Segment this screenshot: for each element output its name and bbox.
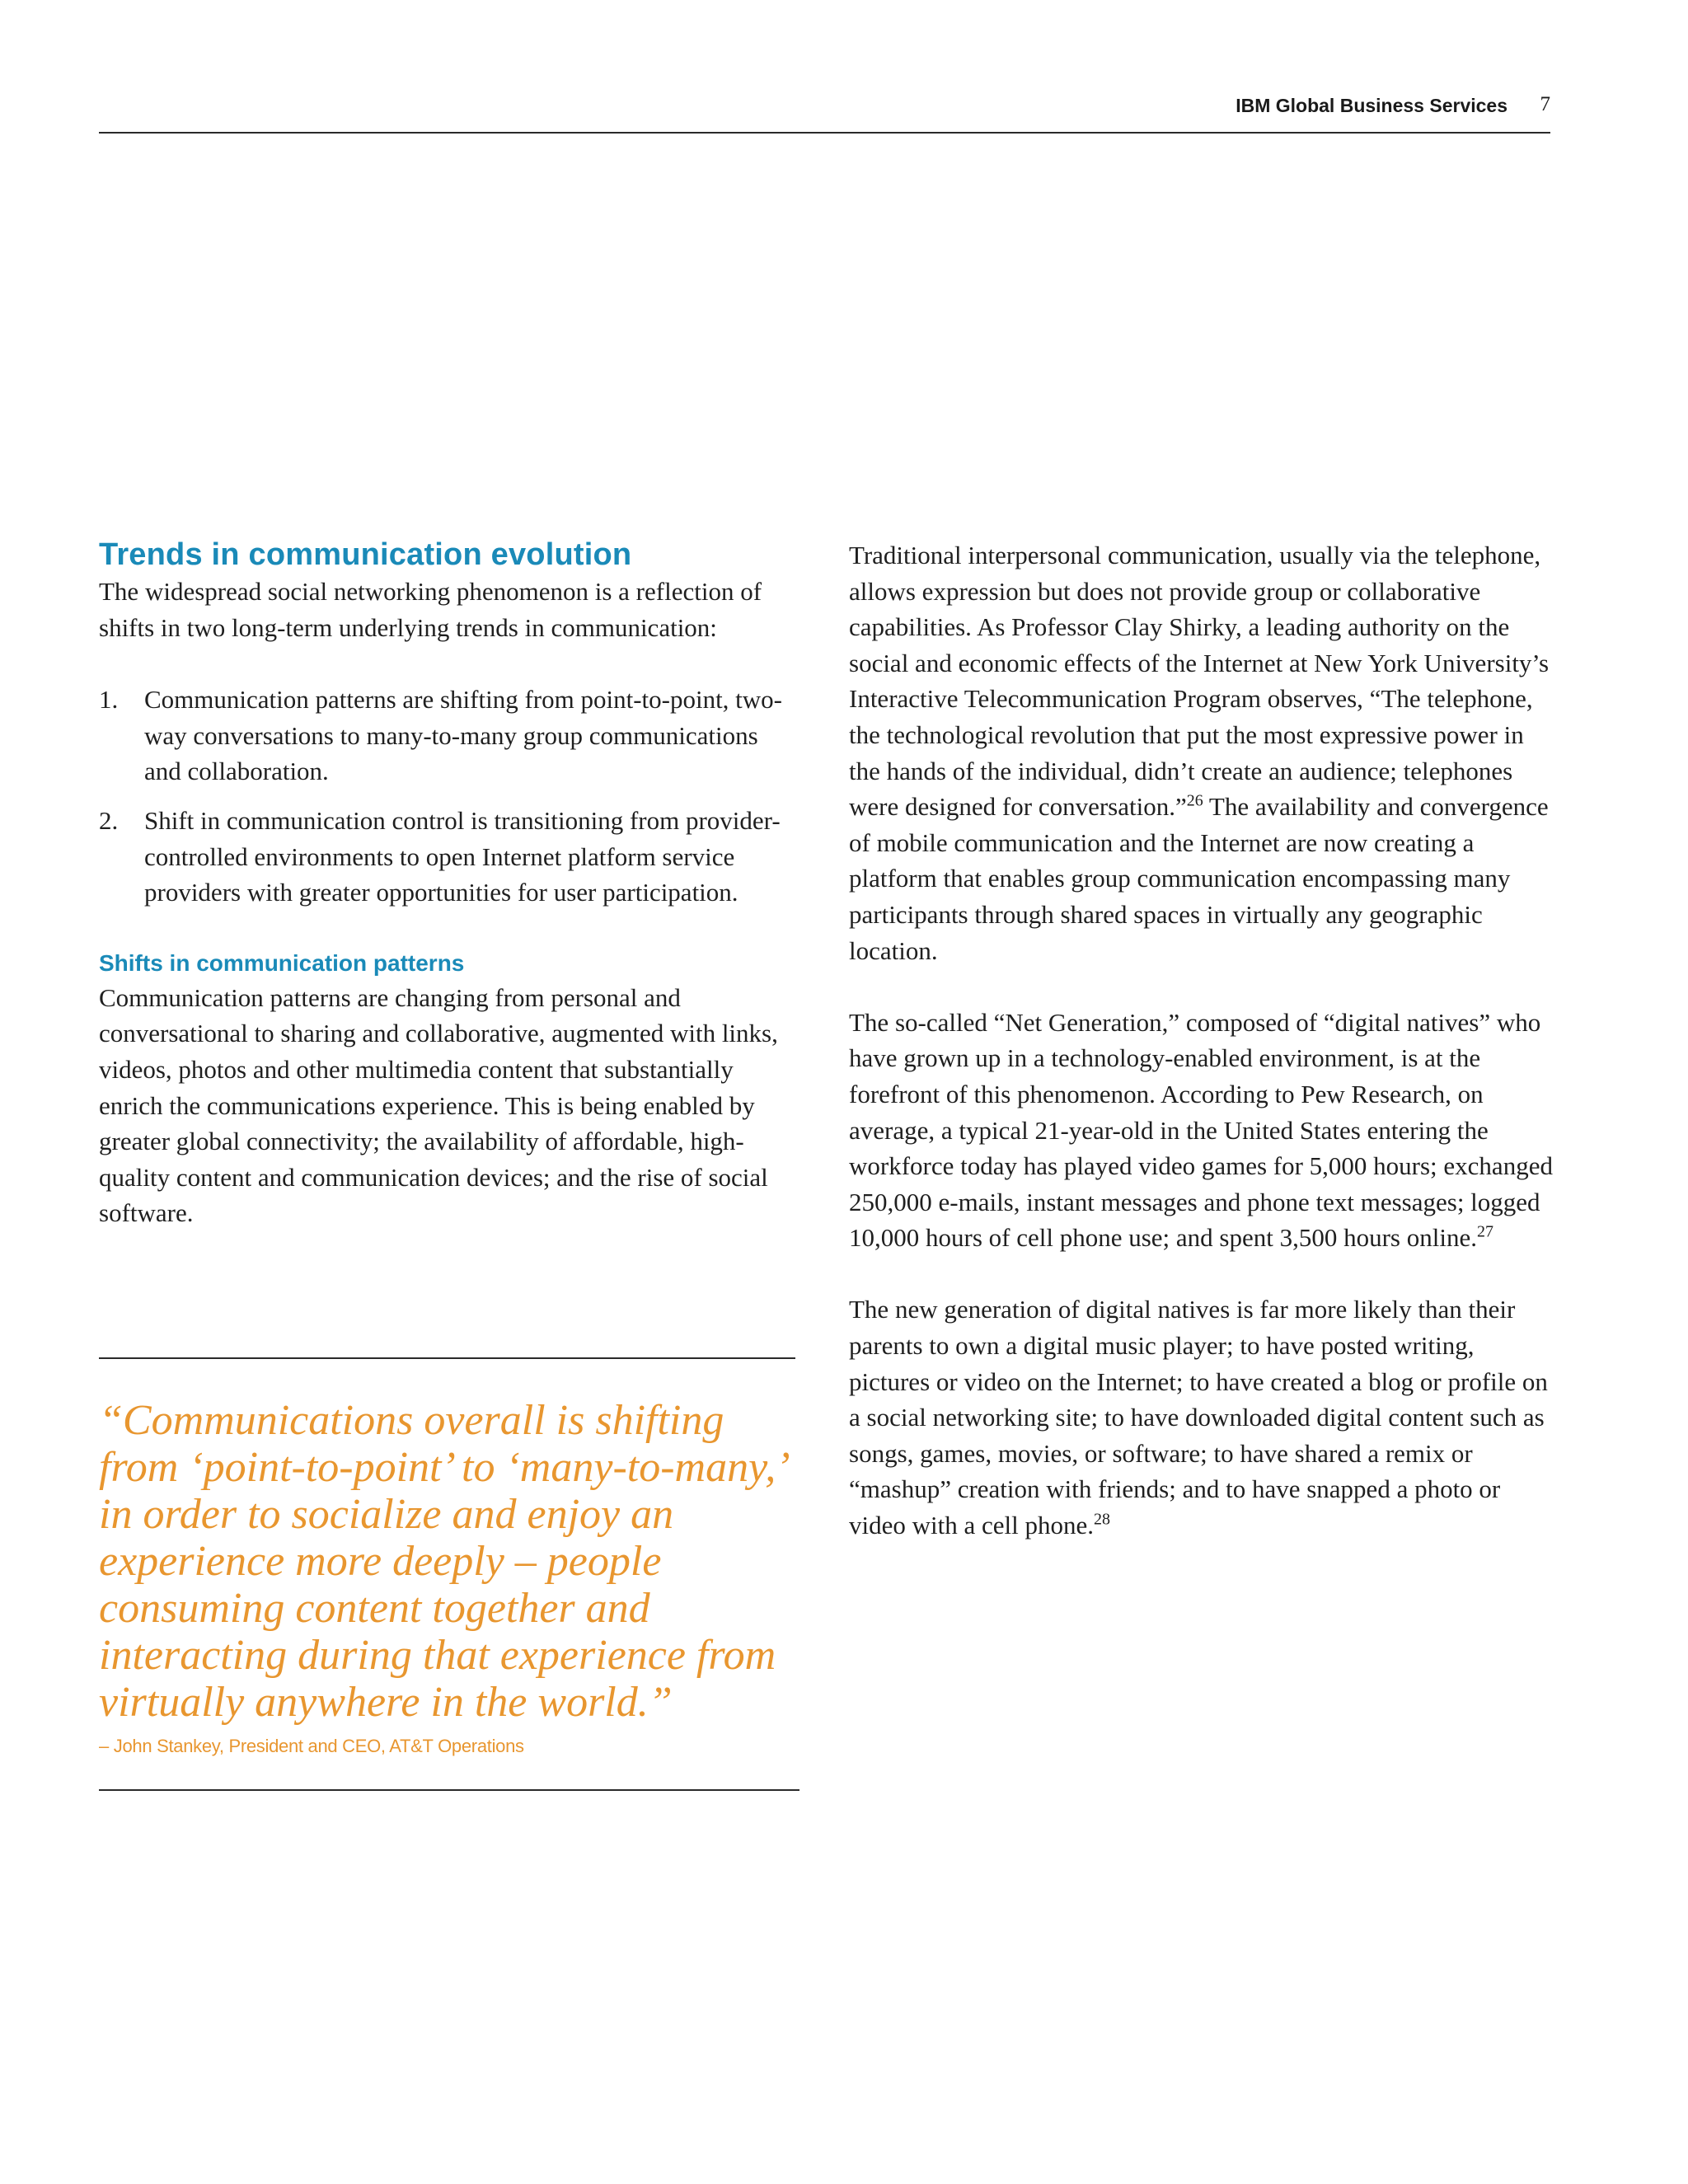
section-heading: Trends in communication evolution — [99, 537, 632, 572]
paragraph-digital-natives — [849, 1291, 1558, 1543]
paragraph-net-generation — [849, 1005, 1558, 1256]
footnote-ref: 27 — [1476, 1222, 1493, 1241]
list-item-text: Shift in communication control is transitioning from provider-controlled environments to open Internet platform service providers with greater opportunities for user participation. — [144, 805, 781, 907]
right-column — [849, 537, 1558, 1544]
subsection-paragraph: Communication patterns are changing from personal and conversational to sharing and collaborative, augmented with links, videos, photos and other multimedia content that substantially enrich the communications experience. This is being enabled by greater global connectivity; the availability of affordable, high-quality content and communication devices; and the rise of social software. — [99, 982, 778, 1228]
left-column — [99, 536, 799, 1231]
pull-quote — [99, 1397, 808, 1757]
footnote-ref: 26 — [1186, 791, 1203, 810]
list-item-text: Communication patterns are shifting from point-to-point, two-way conversations to many-to-many group communications and collaboration. — [144, 685, 783, 786]
paragraph-text: Traditional interpersonal communication, usually via the telephone, allows expression but does not provide group or collaborative capabilities. As Professor Clay Shirky, a leading authority on the social and economic effects of the Internet at New York University’s Interactive Telecommunication Program observes, “The telephone, the technological revolution that put the most expressive power in the hands of the individual, didn’t create an audience; telephones were designed for conversation.” — [849, 541, 1550, 822]
list-item-number: 1. — [99, 685, 119, 715]
quote-attribution: – John Stankey, President and CEO, AT&T Operations — [99, 1736, 524, 1756]
header-title: IBM Global Business Services — [1236, 95, 1507, 116]
paragraph-text: The so-called “Net Generation,” composed of “digital natives” who have grown up in a technology-enabled environment, is at the forefront of this phenomenon. According to Pew Research, on average, a typical 21-year-old in the United States entering the workforce today has played video games for 5,000 hours; exchanged 250,000 e-mails, instant messages and phone text messages; logged 10,000 hours of cell phone use; and spent 3,500 hours online. — [849, 1007, 1553, 1253]
list-item-number: 2. — [99, 805, 119, 835]
paragraph-text: The availability and convergence of mobile communication and the Internet are now creating a platform that enables group communication encompassing many participants through shared spaces in virtually any geographic location. — [849, 792, 1549, 965]
subsection-heading: Shifts in communication patterns — [99, 949, 465, 976]
paragraph-text: The new generation of digital natives is far more likely than their parents to own a digital music player; to have posted writing, pictures or video on the Internet; to have created a blog or profile on a social networking site; to have downloaded digital content such as songs, games, movies, or software; to have shared a remix or “mashup” creation with friends; and to have snapped a photo or video with a cell phone. — [849, 1295, 1548, 1540]
quote-text: “Communications overall is shifting from ‘point-to-point’ to ‘many-to-many,’ in order to socialize and enjoy an experience more deeply – people consuming content together and interacting during that experience from virtually anywhere in the world.” — [99, 1397, 785, 1726]
quote-bottom-divider — [99, 1789, 799, 1791]
intro-paragraph: The widespread social networking phenomenon is a reflection of shifts in two long-term underlying trends in communication: — [99, 577, 762, 642]
quote-top-divider — [99, 1357, 795, 1359]
page-number: 7 — [1540, 93, 1550, 115]
trend-list — [99, 682, 799, 911]
footnote-ref: 28 — [1094, 1510, 1110, 1529]
page-header — [99, 91, 1550, 134]
paragraph-traditional-communication — [849, 537, 1558, 968]
list-item — [99, 803, 799, 911]
list-item — [99, 682, 799, 790]
